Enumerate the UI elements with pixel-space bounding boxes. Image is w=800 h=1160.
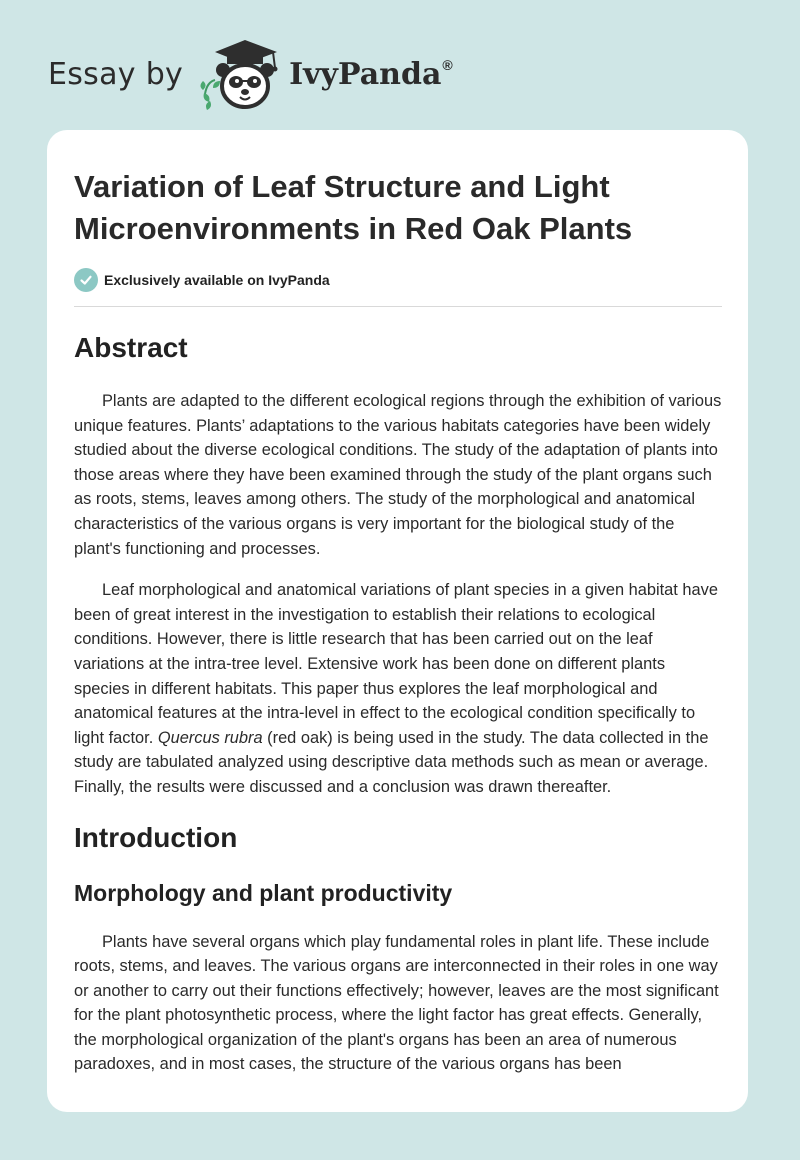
abstract-paragraph-2: Leaf morphological and anatomical variations of plant species in a given habitat have been of great interest in the investigation to establish their relations to ecological conditions. However, there is little research that has been carried out on the leaf variations at the intra-tree level. Extensive work has been done on different plants species in different habitats. This paper thus explores the leaf morphological and anatomical features at the intra-level in effect to the ecological condition specifically to light factor. Quercus rubra (red oak) is being used in the study. The data collected in the study are tabulated analyzed using descriptive data methods such as mean or average. Finally, the results were discussed and a conclusion was drawn thereafter. xyxy=(74,581,718,796)
exclusive-badge-label: Exclusively available on IvyPanda xyxy=(104,272,330,288)
check-icon xyxy=(74,268,98,292)
brand-name[interactable]: IvyPanda® xyxy=(289,56,453,92)
title-divider xyxy=(74,306,722,307)
abstract-paragraph-1: Plants are adapted to the different ecological regions through the exhibition of various unique features. Plants’ adaptations to the various habitats categories have been widely studied about the diverse ecological conditions. The study of the adaptation of plants into those areas where they have been examined through the study of the plant organs such as roots, stems, leaves among others. The study of the morphological and anatomical characteristics of the various organs is very important for the biological study of the plant's functioning and processes. xyxy=(74,392,722,558)
essay-by-label: Essay by xyxy=(48,56,184,92)
article-card xyxy=(47,130,748,1112)
species-name: Quercus rubra xyxy=(157,728,263,747)
article-title: Variation of Leaf Structure and Light Microenvironments in Red Oak Plants xyxy=(74,169,633,246)
trademark-symbol: ® xyxy=(442,56,453,73)
ivypanda-logo-icon[interactable] xyxy=(197,36,287,112)
abstract-heading: Abstract xyxy=(74,332,188,363)
brand-header xyxy=(48,34,453,114)
exclusive-badge xyxy=(74,268,722,292)
morphology-heading: Morphology and plant productivity xyxy=(74,879,453,906)
morphology-paragraph-1: Plants have several organs which play fundamental roles in plant life. These include roots, stems, and leaves. The various organs are interconnected in their roles in one way or another to carry out their functions effectively; however, leaves are the most significant for the plant photosynthetic process, where the light factor has great effects. Generally, the morphological organization of the plant's organs has been an area of numerous paradoxes, and in most cases, the structure of the various organs has been xyxy=(74,932,719,1074)
introduction-heading: Introduction xyxy=(74,821,238,853)
